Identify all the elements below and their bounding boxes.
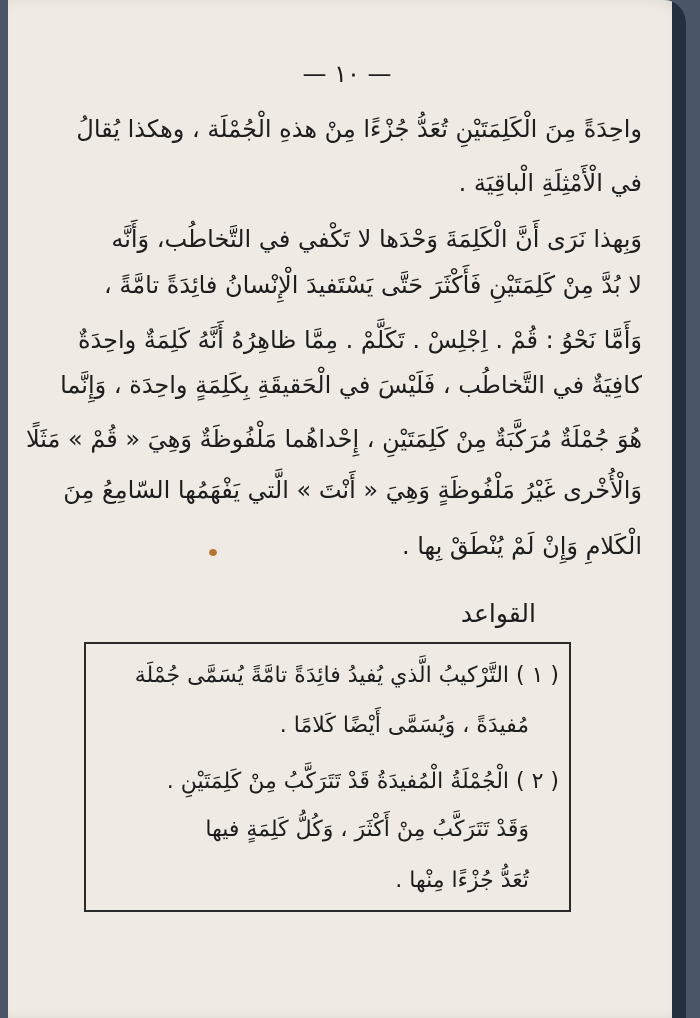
rules-box [84, 642, 571, 912]
book-page [8, 0, 686, 1018]
rule-line: تُعَدُّ جُزْءًا مِنْها . [395, 868, 529, 893]
rule-line: ( ٢ ) الْجُمْلَةُ الْمُفيدَةُ قَدْ تَتَرَكَّبُ مِنْ كَلِمَتَيْنِ . [166, 769, 559, 794]
paragraph-line: في الْأَمْثِلَةِ الْباقِيَة . [458, 169, 642, 197]
paragraph-line: الْكَلامِ وَإِنْ لَمْ يُنْطَقْ بِها . [401, 532, 642, 560]
page-number: — ١٠ — [302, 60, 392, 88]
rule-line: وَقَدْ تَتَرَكَّبُ مِنْ أَكْثَرَ ، وَكُلُّ كَلِمَةٍ فيها [205, 817, 529, 842]
section-heading: القواعد [460, 599, 536, 628]
rule-line: مُفيدَةً ، وَيُسَمَّى أَيْضًا كَلامًا . [279, 713, 529, 738]
paragraph-line: وَالْأُخْرى غَيْرُ مَلْفُوظَةٍ وَهِيَ « أَنْتَ » الَّتي يَفْهَمُها السّامِعُ مِنَ [63, 476, 642, 504]
page-edge [672, 0, 686, 1018]
paragraph-line: هُوَ جُمْلَةٌ مُرَكَّبَةٌ مِنْ كَلِمَتَيْنِ ، إِحْداهُما مَلْفُوظَةٌ وَهِيَ « قُمْ » مَثَلًا [25, 425, 642, 453]
paragraph-line: وَبِهذا نَرَى أَنَّ الْكَلِمَةَ وَحْدَها لا تَكْفي في التَّخاطُب، وَأَنَّه [111, 225, 642, 253]
rule-line: ( ١ ) التَّرْكيبُ الَّذي يُفيدُ فائِدَةً تامَّةً يُسَمَّى جُمْلَة [134, 663, 559, 688]
paper-stain [209, 549, 217, 556]
paragraph-line: واحِدَةً مِنَ الْكَلِمَتَيْنِ تُعَدُّ جُزْءًا مِنْ هذهِ الْجُمْلَة ، وهكذا يُقالُ [76, 115, 642, 143]
paragraph-line: وَأَمَّا نَحْوُ : قُمْ . اِجْلِسْ . تَكَلَّمْ . مِمَّا ظاهِرُهُ أَنَّهُ كَلِمَةٌ واحِدَةٌ [77, 326, 642, 354]
paragraph-line: كافِيَةٌ في التَّخاطُب ، فَلَيْسَ في الْحَقيقَةِ بِكَلِمَةٍ واحِدَة ، وَإِنَّما [60, 371, 642, 399]
paragraph-line: لا بُدَّ مِنْ كَلِمَتَيْنِ فَأَكْثَرَ حَتَّى يَسْتَفيدَ الْإِنْسانُ فائِدَةً تامَّةً ، [104, 271, 642, 299]
